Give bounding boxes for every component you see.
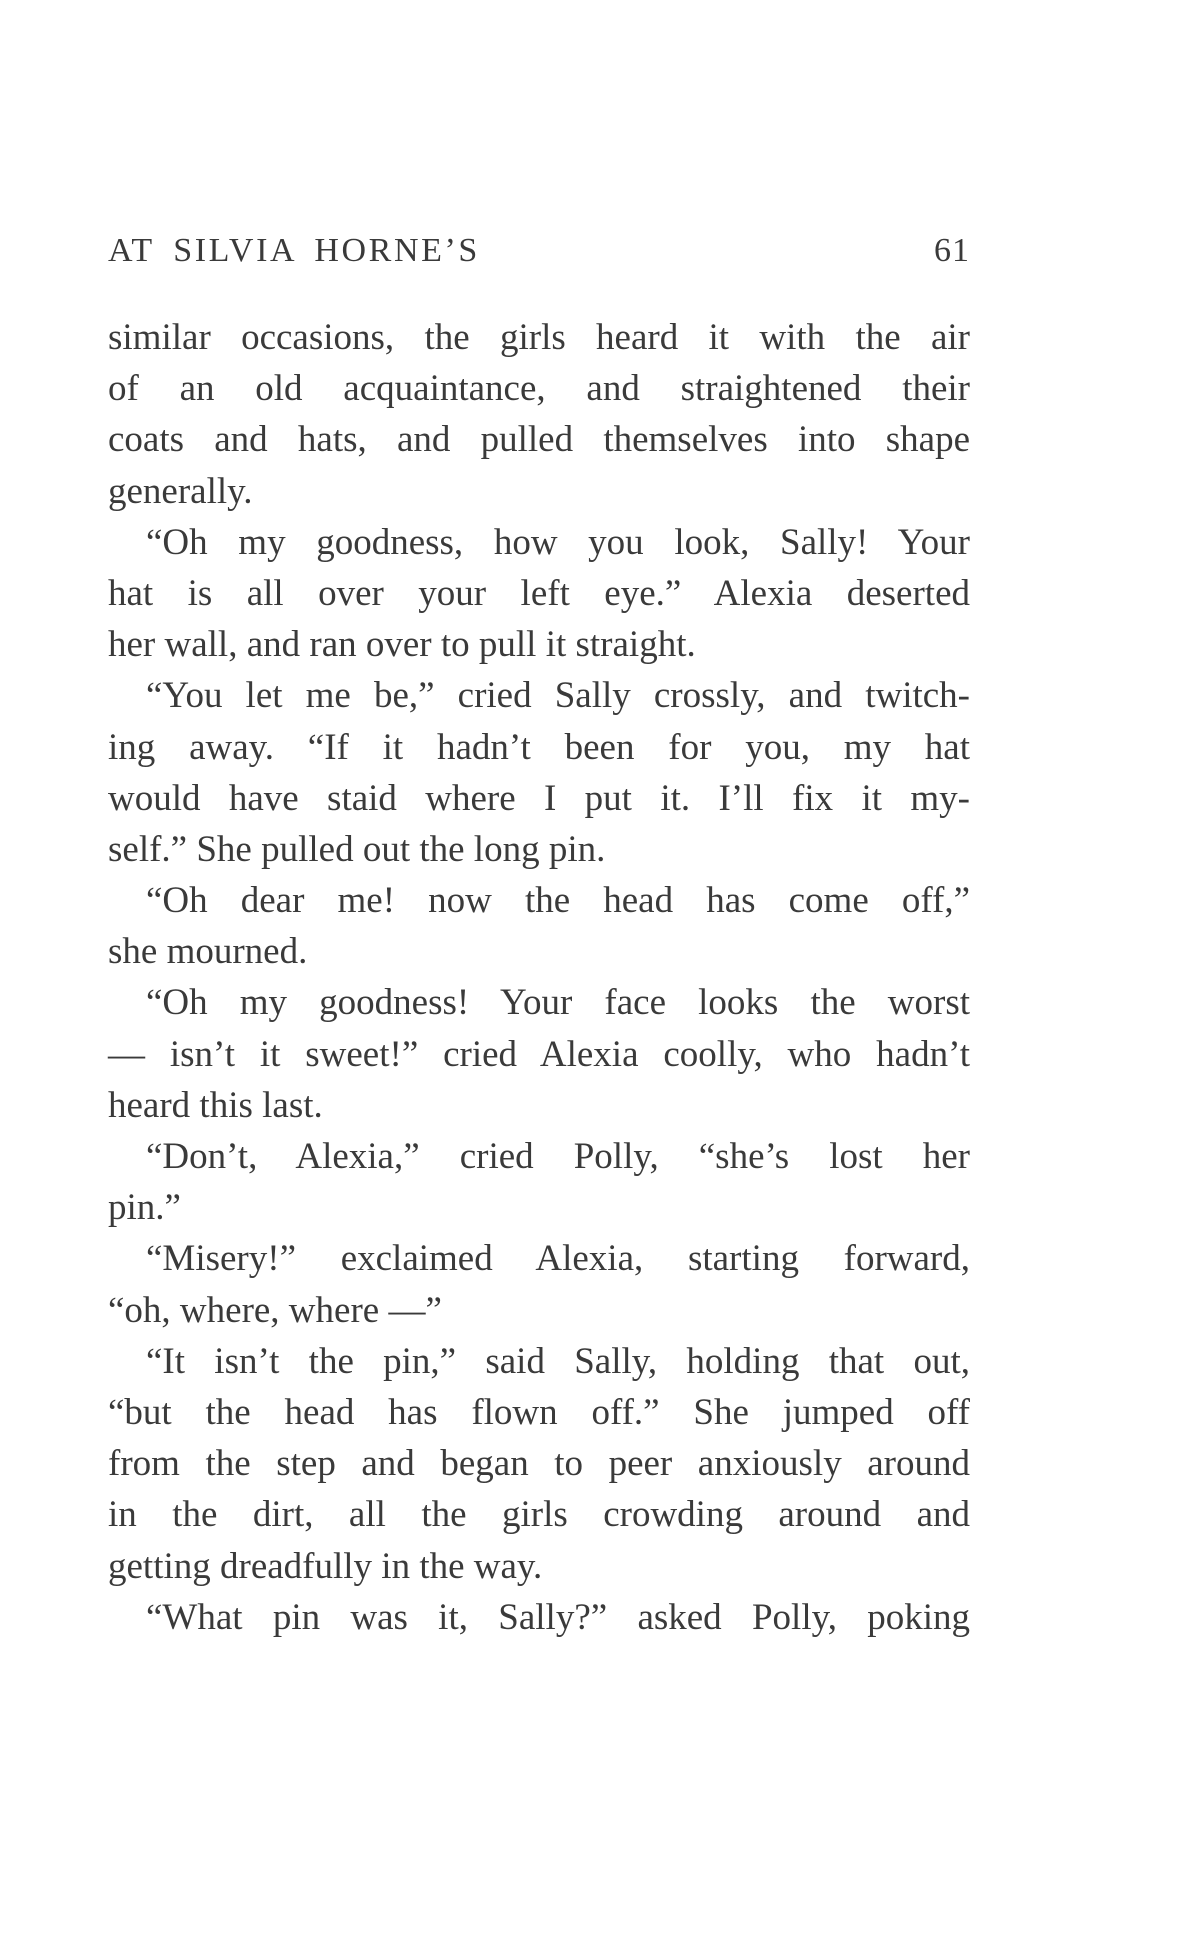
page-number: 61 <box>934 232 970 269</box>
text-line: getting dreadfully in the way. <box>108 1545 543 1587</box>
text-line: “What pin was it, Sally?” asked Polly, poking <box>146 1596 970 1638</box>
text-line: “Oh my goodness, how you look, Sally! Your <box>146 521 970 563</box>
text-line: from the step and began to peer anxiously around <box>108 1443 970 1485</box>
text-line: ing away. “If it hadn’t been for you, my hat <box>108 726 970 768</box>
text-line: “Oh dear me! now the head has come off,” <box>146 880 970 922</box>
text-line: “but the head has flown off.” She jumped off <box>108 1391 970 1433</box>
text-line: similar occasions, the girls heard it with the air <box>108 317 970 358</box>
text-line: hat is all over your left eye.” Alexia deserted <box>108 572 970 614</box>
text-line: “Oh my goodness! Your face looks the worst <box>146 982 970 1024</box>
text-line: pin.” <box>108 1187 181 1229</box>
text-line: she mourned. <box>108 931 308 973</box>
running-head <box>108 226 970 276</box>
text-line: “It isn’t the pin,” said Sally, holding that out, <box>146 1340 970 1382</box>
text-line: would have staid where I put it. I’ll fix it my- <box>108 777 970 819</box>
text-line: coats and hats, and pulled themselves into shape <box>108 419 970 461</box>
text-line: self.” She pulled out the long pin. <box>108 828 606 870</box>
text-line: “oh, where, where —” <box>108 1289 442 1331</box>
text-line: heard this last. <box>108 1084 323 1126</box>
running-title: AT SILVIA HORNE’S <box>108 232 480 269</box>
text-line: “You let me be,” cried Sally crossly, and twitch- <box>146 675 970 717</box>
text-line: — isn’t it sweet!” cried Alexia coolly, who hadn’t <box>108 1033 970 1075</box>
text-line: her wall, and ran over to pull it straight. <box>108 624 696 666</box>
text-line: “Misery!” exclaimed Alexia, starting forward, <box>146 1238 970 1280</box>
text-line: of an old acquaintance, and straightened their <box>108 368 970 410</box>
text-line: “Don’t, Alexia,” cried Polly, “she’s lost her <box>146 1136 970 1177</box>
text-line: in the dirt, all the girls crowding around and <box>108 1494 970 1536</box>
text-line: generally. <box>108 470 253 512</box>
body-text <box>108 312 970 1643</box>
